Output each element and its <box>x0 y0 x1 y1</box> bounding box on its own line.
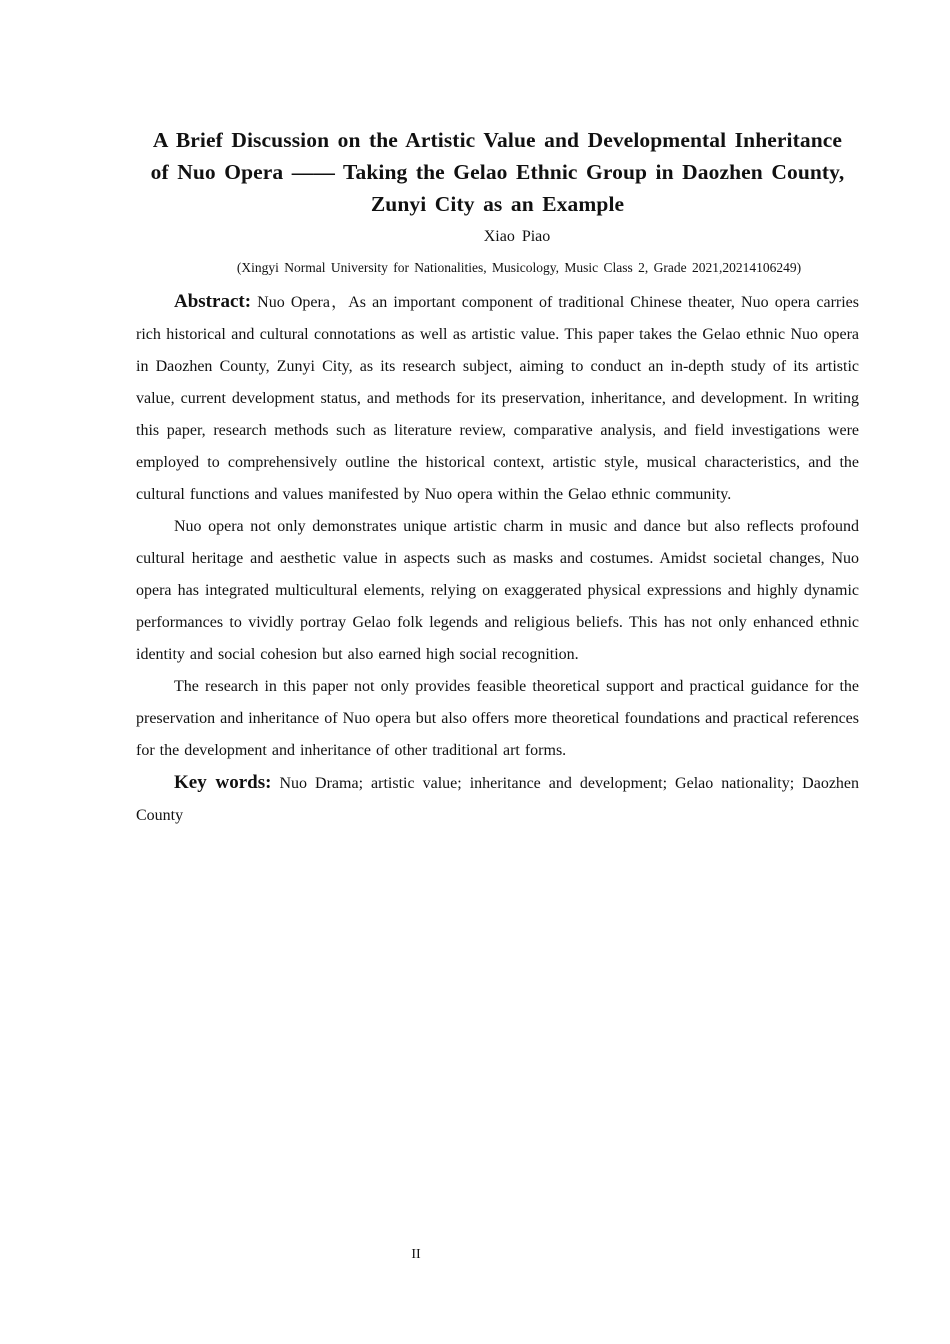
keywords-paragraph <box>136 767 859 832</box>
page-number: II <box>411 1247 421 1262</box>
author-affiliation: (Xingyi Normal University for Nationalities, Musicology, Music Class 2, Grade 2021,20214106249) <box>236 260 802 275</box>
abstract-label: Abstract: <box>174 291 252 312</box>
abstract-paragraph-3: The research in this paper not only provides feasible theoretical support and practical guidance for the preservation and inheritance of Nuo opera but also offers more theoretical foundations and practical references for the development and inheritance of other traditional art forms. <box>136 678 859 759</box>
author-name: Xiao Piao <box>483 228 551 245</box>
paper-title: A Brief Discussion on the Artistic Value and Developmental Inheritance of Nuo Opera —— Taking the Gelao Ethnic Group in Daozhen County, Zunyi City as an Example <box>150 128 845 216</box>
abstract-paragraph-1 <box>136 286 859 511</box>
keywords-text: Nuo Drama; artistic value; inheritance and development; Gelao nationality; Daozhen County <box>136 775 860 824</box>
abstract-paragraph-1-text: Nuo Opera，As an important component of traditional Chinese theater, Nuo opera carries rich historical and cultural connotations as well as artistic value. This paper takes the Gelao ethnic Nuo opera in Daozhen County, Zunyi City, as its research subject, aiming to conduct an in-depth study of its artistic value, current development status, and methods for its preservation, inheritance, and development. In writing this paper, research methods such as literature review, comparative analysis, and field investigations were employed to comprehensively outline the historical context, artistic style, musical characteristics, and the cultural functions and values manifested by Nuo opera within the Gelao ethnic community. <box>136 294 860 503</box>
abstract-section <box>136 286 859 832</box>
keywords-label: Key words: <box>174 772 272 793</box>
abstract-paragraph-2: Nuo opera not only demonstrates unique artistic charm in music and dance but also reflects profound cultural heritage and aesthetic value in aspects such as masks and costumes. Amidst societal changes, Nuo opera has integrated multicultural elements, relying on exaggerated physical expressions and highly dynamic performances to vividly portray Gelao folk legends and religious beliefs. This has not only enhanced ethnic identity and social cohesion but also earned high social recognition. <box>136 518 859 663</box>
